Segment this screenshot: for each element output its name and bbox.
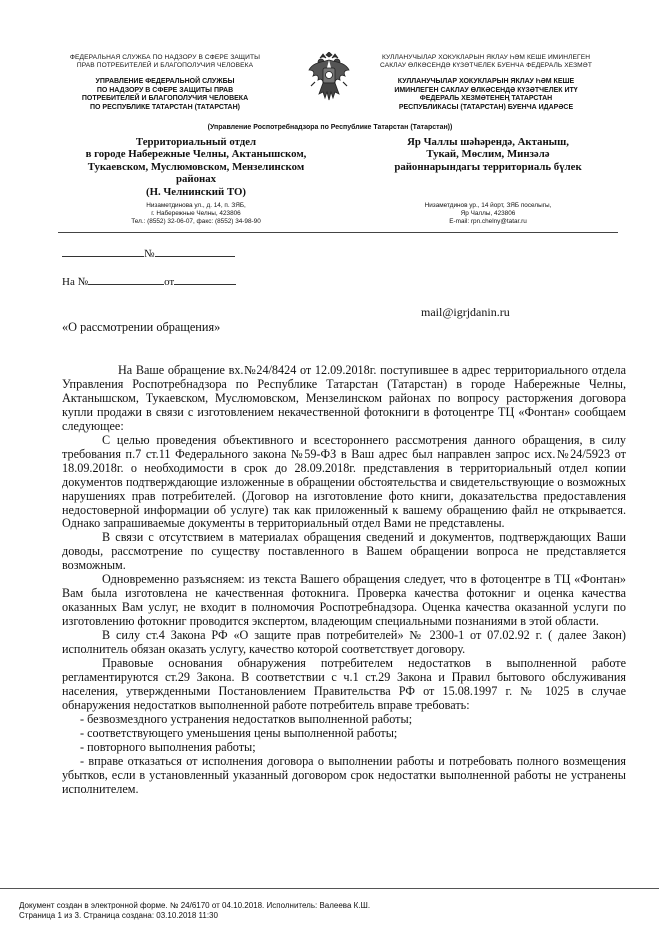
footer-page-info: Страница 1 из 3. Страница создана: 03.10.2018 11:30: [19, 911, 218, 920]
number-sign: №: [144, 248, 155, 260]
right-address: Низаметдинов ур., 14 йорт, ЗЯБ поселыгы, Яр Чаллы, 423806 E-mail: rpn.chelny@tatar.ru: [424, 202, 552, 226]
footer-document-info: Документ создан в электронной форме. № 24/6170 от 04.10.2018. Исполнитель: Валеева К.Ш.: [19, 901, 371, 910]
list-item: - вправе отказаться от исполнения договора о выполнении работы и потребовать полного возмещения убытков, если в установленный указанный договором срок недостатки выполненной работы не устранены исполнителем.: [62, 753, 626, 796]
letter-body: [62, 364, 626, 797]
body-paragraph: Правовые основания обнаружения потребителем недостатков в выполненной работе регламентируются ст.29 Закона. В соответствии с ч.1 ст.29 Закона и Правил бытового обслуживания населения, утвержденными Постановлением Правительства РФ от 15.08.1997 г. № 1025 в случае обнаружения недостатков выполненной работе потребитель вправе требовать:: [62, 656, 626, 712]
left-address: Низаметдинова ул., д. 14, п. ЗЯБ, г. Набережные Челны, 423806 Тел.: (8552) 32-06-07, факс: (8552) 34-98-90: [131, 202, 261, 226]
double-headed-eagle-icon: [307, 52, 351, 104]
list-item: - безвозмездного устранения недостатков выполненной работы;: [80, 711, 413, 726]
reply-to-date-prefix: от: [164, 276, 175, 288]
header-divider: [58, 232, 618, 233]
left-agency-name: ФЕДЕРАЛЬНАЯ СЛУЖБА ПО НАДЗОРУ В СФЕРЕ ЗАЩИТЫ ПРАВ ПОТРЕБИТЕЛЕЙ И БЛАГОПОЛУЧИЯ ЧЕЛОВЕКА: [69, 54, 261, 69]
right-territorial-unit: Яр Чаллы шәһәрендә, Актаныш, Тукай, Мөслим, Минзәлә районнарындагы территориаль бүлек: [394, 136, 582, 173]
reply-to-ref-line: [62, 274, 236, 288]
body-paragraph: С целью проведения объективного и всестороннего рассмотрения данного обращения, в силу требования п.7 ст.11 Федерального закона №59-ФЗ в Ваш адрес был направлен запрос исх.№24/5923 от 18.09.2018г. о необходимости в срок до 28.09.2018г. представления в территориальный отдел копии документов подтверждающие изложенные в обращении обстоятельства и свидетельствующие о возможных нарушениях прав потребителей. (Договор на изготовление фото книги, доказательства предоставления недостоверной информации об услуге) так как приложенный к вашему обращению файл не открывается. Однако запрашиваемые документы в территориальный отдел Вами не представлены.: [62, 432, 626, 531]
right-department-name: КУЛЛАНУЧЫЛАР ХОКУКЛАРЫН ЯКЛАУ ҺӘМ КЕШЕ ИМИНЛЕГЕН САКЛАУ ӨЛКӘСЕНДӘ КҮЗӘТЧЕЛЕК ИТҮ ФЕДЕРАЛЬ ХЕЗМӘТЕНЕҢ ТАТАРСТАН РЕСПУБЛИКАСЫ (ТАТАРСТАН) БУЕНЧА ИДАРӘСЕ: [394, 78, 578, 111]
department-short-name: (Управление Роспотребнадзора по Республике Татарстан (Татарстан)): [207, 124, 453, 131]
reply-to-prefix: На №: [62, 276, 89, 288]
recipient-email: mail@igrjdanin.ru: [421, 305, 510, 319]
list-item: - повторного выполнения работы;: [80, 739, 256, 754]
letter-subject: «О рассмотрении обращения»: [62, 320, 221, 334]
list-item: - соответствующего уменьшения цены выполненной работы;: [80, 725, 398, 740]
body-paragraph: В силу ст.4 Закона РФ «О защите прав потребителей» № 2300-1 от 07.02.92 г. ( далее Закон) исполнитель обязан оказать услугу, качество которой соответствует договору.: [62, 628, 626, 657]
coat-of-arms-emblem: [307, 52, 351, 104]
footer-divider: [0, 888, 659, 889]
document-footer: [19, 901, 639, 921]
left-territorial-unit: Территориальный отдел в городе Набережные Челны, Актанышском, Тукаевском, Муслюмовском, Мензелинском районах (Н. Челнинский ТО): [85, 136, 307, 198]
body-paragraph: В связи с отсутствием в материалах обращения сведений и документов, подтверждающих Ваши доводы, рассмотрение по существу поставленного в Вашем обращении вопроса не представляется возможным.: [62, 530, 626, 573]
outgoing-ref-line: [62, 246, 235, 260]
body-paragraph: Одновременно разъясняем: из текста Вашего обращения следует, что в фотоцентре в ТЦ «Фонтан» Вам была изготовлена не качественная фотокнига. Проверка качества фотокниг и оценка качества оказанных Вам услуг, не входит в полномочия Роспотребнадзора. Оценка качества оказанной услуги по изготовлению фотокниг проводится экспертом, владеющим специальными познаниями в этой области.: [62, 572, 626, 629]
right-agency-name: КУЛЛАНУЧЫЛАР ХОКУКЛАРЫН ЯКЛАУ ҺӘМ КЕШЕ ИМИНЛЕГЕН САКЛАУ ӨЛКӘСЕНДӘ КҮЗӘТЧЕЛЕК БУЕНЧА ФЕДЕРАЛЬ ХЕЗМӘТ: [380, 54, 592, 69]
body-paragraph: На Ваше обращение вх.№24/8424 от 12.09.2018г. поступившее в адрес территориального отдела Управления Роспотребнадзора по Республике Татарстан (Татарстан) в городе Набережные Челны, Актанышском, Тукаевском, Муслюмовском, Мензелинском районах по вопросу расторжения договора купли продажи в связи с изготовлением некачественной фотокниги в фотоцентре ТЦ «Фонтан» сообщаем следующее:: [62, 363, 626, 433]
left-department-name: УПРАВЛЕНИЕ ФЕДЕРАЛЬНОЙ СЛУЖБЫ ПО НАДЗОРУ В СФЕРЕ ЗАЩИТЫ ПРАВ ПОТРЕБИТЕЛЕЙ И БЛАГОПОЛУЧИЯ ЧЕЛОВЕКА ПО РЕСПУБЛИКЕ ТАТАРСТАН (ТАТАРСТАН): [81, 78, 249, 111]
